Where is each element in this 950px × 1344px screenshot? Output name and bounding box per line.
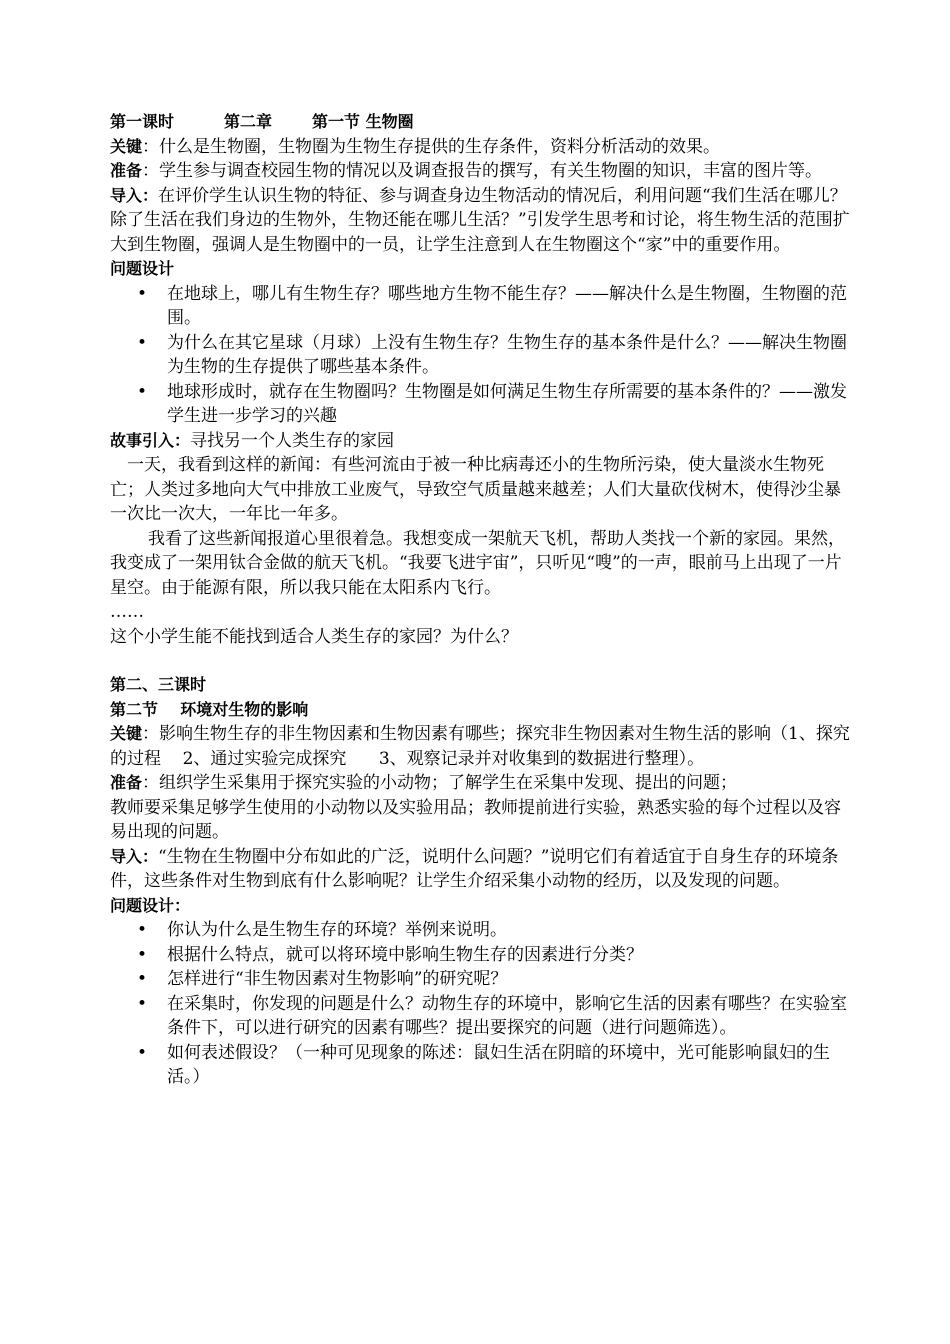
lesson1-key	[110, 135, 850, 160]
lesson1-period: 第一课时	[110, 112, 175, 131]
story-label: 故事引入：	[110, 430, 191, 450]
lesson2-intro	[110, 845, 850, 894]
key-label: 关键	[110, 136, 143, 156]
lesson1-prep	[110, 159, 850, 184]
lesson2-prep	[110, 771, 850, 796]
lesson1-heading	[110, 110, 850, 135]
story-title: 寻找另一个人类生存的家园	[190, 430, 395, 451]
intro-label: 导入：	[110, 846, 159, 866]
list-item: • 根据什么特点，就可以将环境中影响生物生存的因素进行分类？	[110, 943, 850, 968]
lesson1-section: 第一节 生物圈	[312, 112, 414, 131]
intro-label: 导入：	[110, 185, 159, 205]
list-item: • 为什么在其它星球（月球）上没有生物生存？生物生存的基本条件是什么？——解决生物圈为生物的生存提供了哪些基本条件。	[110, 331, 850, 380]
story-question: 这个小学生能不能找到适合人类生存的家园？为什么？	[110, 626, 518, 647]
prep-label: 准备	[110, 161, 143, 180]
lesson2-question-list	[110, 918, 850, 1090]
section-gap	[110, 649, 850, 673]
lesson2-heading: 第二、三课时	[110, 675, 207, 694]
lesson2-questions-label	[110, 894, 850, 919]
lesson2-prep-continued: 教师要采集足够学生使用的小动物以及实验用品；教师提前进行实验，熟悉实验的每个过程以及容易出现的问题。	[110, 797, 841, 842]
lesson1-question-list	[110, 282, 850, 429]
list-item: • 如何表述假设？（一种可见现象的陈述：鼠妇生活在阴暗的环境中，光可能影响鼠妇的生活。）	[110, 1041, 850, 1090]
list-item: • 在地球上，哪儿有生物生存？哪些地方生物不能生存？——解决什么是生物圈，生物圈的范围。	[110, 282, 850, 331]
key-text: ：什么是生物圈，生物圈为生物生存提供的生存条件，资料分析活动的效果。	[142, 136, 721, 157]
story-ellipsis: ……	[110, 602, 144, 622]
prep-label: 准备	[110, 773, 143, 792]
prep-text: ：组织学生采集用于探究实验的小动物；了解学生在采集中发现、提出的问题；	[142, 773, 738, 793]
key-text: ：影响生物生存的非生物因素和生物因素有哪些；探究非生物因素对生物生活的影响（1、探究的过程 2、通过实验完成探究 3、观察记录并对收集到的数据进行整理）。	[110, 724, 850, 769]
story-paragraph-2: 我看了这些新闻报道心里很着急。我想变成一架航天飞机，帮助人类找一个新的家园。果然，我变成了一架用钛合金做的航天飞机。“我要飞进宇宙”，只听见“嗖”的一声，眼前马上出现了一片星空。由于能源有限，所以我只能在太阳系内飞行。	[110, 528, 845, 598]
questions-label-colon: ：	[174, 895, 191, 915]
intro-text: “生物在生物圈中分布如此的广泛，说明什么问题？”说明它们有着适宜于自身生存的环境条件，这些条件对生物到底有什么影响呢？让学生介绍采集小动物的经历，以及发现的问题。	[110, 846, 839, 891]
intro-text: 在评价学生认识生物的特征、参与调查身边生物活动的情况后，利用问题“我们生活在哪儿？除了生活在我们身边的生物外，生物还能在哪儿生活？”引发学生思考和讨论，将生物生活的范围扩大到生物圈，强调人是生物圈中的一员，让学生注意到人在生物圈这个“家”中的重要作用。	[110, 185, 850, 255]
prep-text: ：学生参与调查校园生物的情况以及调查报告的撰写，有关生物圈的知识，丰富的图片等。	[142, 161, 823, 181]
lesson1-questions-label: 问题设计	[110, 259, 175, 278]
lesson2-section-title: 第二节 环境对生物的影响	[110, 699, 309, 719]
list-item: • 在采集时，你发现的问题是什么？动物生存的环境中，影响它生活的因素有哪些？在实验室条件下，可以进行研究的因素有哪些？提出要探究的问题（进行问题筛选）。	[110, 992, 850, 1041]
lesson1-chapter: 第二章	[224, 112, 273, 131]
list-item: • 地球形成时，就存在生物圈吗？生物圈是如何满足生物生存所需要的基本条件的？——激发学生进一步学习的兴趣	[110, 380, 850, 429]
key-label: 关键	[110, 724, 143, 743]
list-item: • 你认为什么是生物生存的环境？举例来说明。	[110, 918, 850, 943]
story-paragraph-1: 一天，我看到这样的新闻：有些河流由于被一种比病毒还小的生物所污染，使大量淡水生物死亡；人类过多地向大气中排放工业废气，导致空气质量越来越差；人们大量砍伐树木，使得沙尘暴一次比一次大，一年比一年多。	[110, 455, 841, 524]
lesson1-intro	[110, 184, 850, 258]
story-heading	[110, 429, 850, 454]
questions-label-text: 问题设计	[110, 895, 175, 915]
list-item: • 怎样进行“非生物因素对生物影响”的研究呢？	[110, 967, 850, 992]
lesson2-key	[110, 722, 850, 771]
document-page	[110, 110, 850, 1090]
